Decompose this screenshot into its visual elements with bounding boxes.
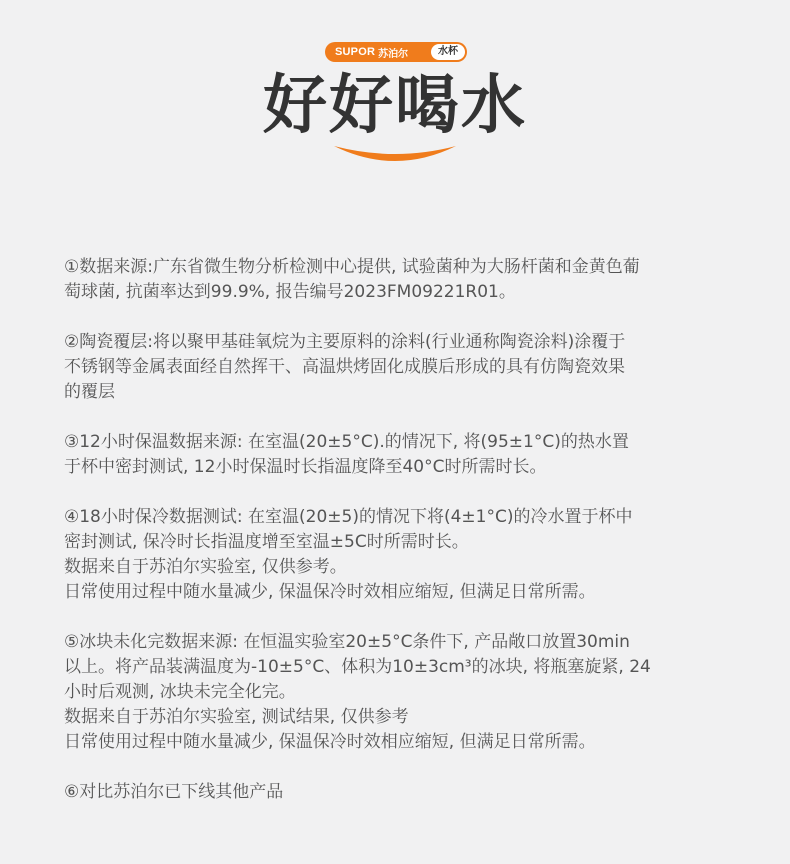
footnotes	[64, 255, 754, 805]
brand-name: 苏泊尔	[378, 48, 409, 60]
footnote-5: ⑤冰块未化完数据来源: 在恒温实验室20±5°C条件下, 产品敞口放置30min 以上。将产品装满温度为-10±5°C、体积为10±3cm³的冰块, 将瓶塞旋紧, 24 小时后观测, 冰块未完全化完。 数据来自于苏泊尔实验室, 测试结果, 仅供参考 日常使用过程中随水量减少, 保温保冷时效相应缩短, 但满足日常所需。	[64, 632, 651, 752]
brand-logo: SUPOR	[335, 46, 376, 58]
page-title: 好好喝水	[263, 69, 527, 143]
brand-badge	[325, 42, 467, 62]
footnote-1: ①数据来源:广东省微生物分析检测中心提供, 试验菌种为大肠杆菌和金黄色葡 萄球菌, 抗菌率达到99.9%, 报告编号2023FM09221R01。	[64, 257, 640, 302]
product-tag: 水杯	[431, 44, 465, 60]
smile-swoosh-icon	[330, 140, 460, 174]
footnote-6: ⑥对比苏泊尔已下线其他产品	[64, 782, 284, 802]
footnote-2: ②陶瓷覆层:将以聚甲基硅氧烷为主要原料的涂料(行业通称陶瓷涂料)涂覆于 不锈钢等金属表面经自然挥干、高温烘烤固化成膜后形成的具有仿陶瓷效果 的覆层	[64, 332, 626, 402]
footnote-3: ③12小时保温数据来源: 在室温(20±5°C).的情况下, 将(95±1°C)的热水置 于杯中密封测试, 12小时保温时长指温度降至40°C时所需时长。	[64, 432, 629, 477]
footnote-4: ④18小时保冷数据测试: 在室温(20±5)的情况下将(4±1°C)的冷水置于杯中 密封测试, 保冷时长指温度增至室温±5C时所需时长。 数据来自于苏泊尔实验室, 仅供参考。 日常使用过程中随水量减少, 保温保冷时效相应缩短, 但满足日常所需。	[64, 507, 633, 602]
